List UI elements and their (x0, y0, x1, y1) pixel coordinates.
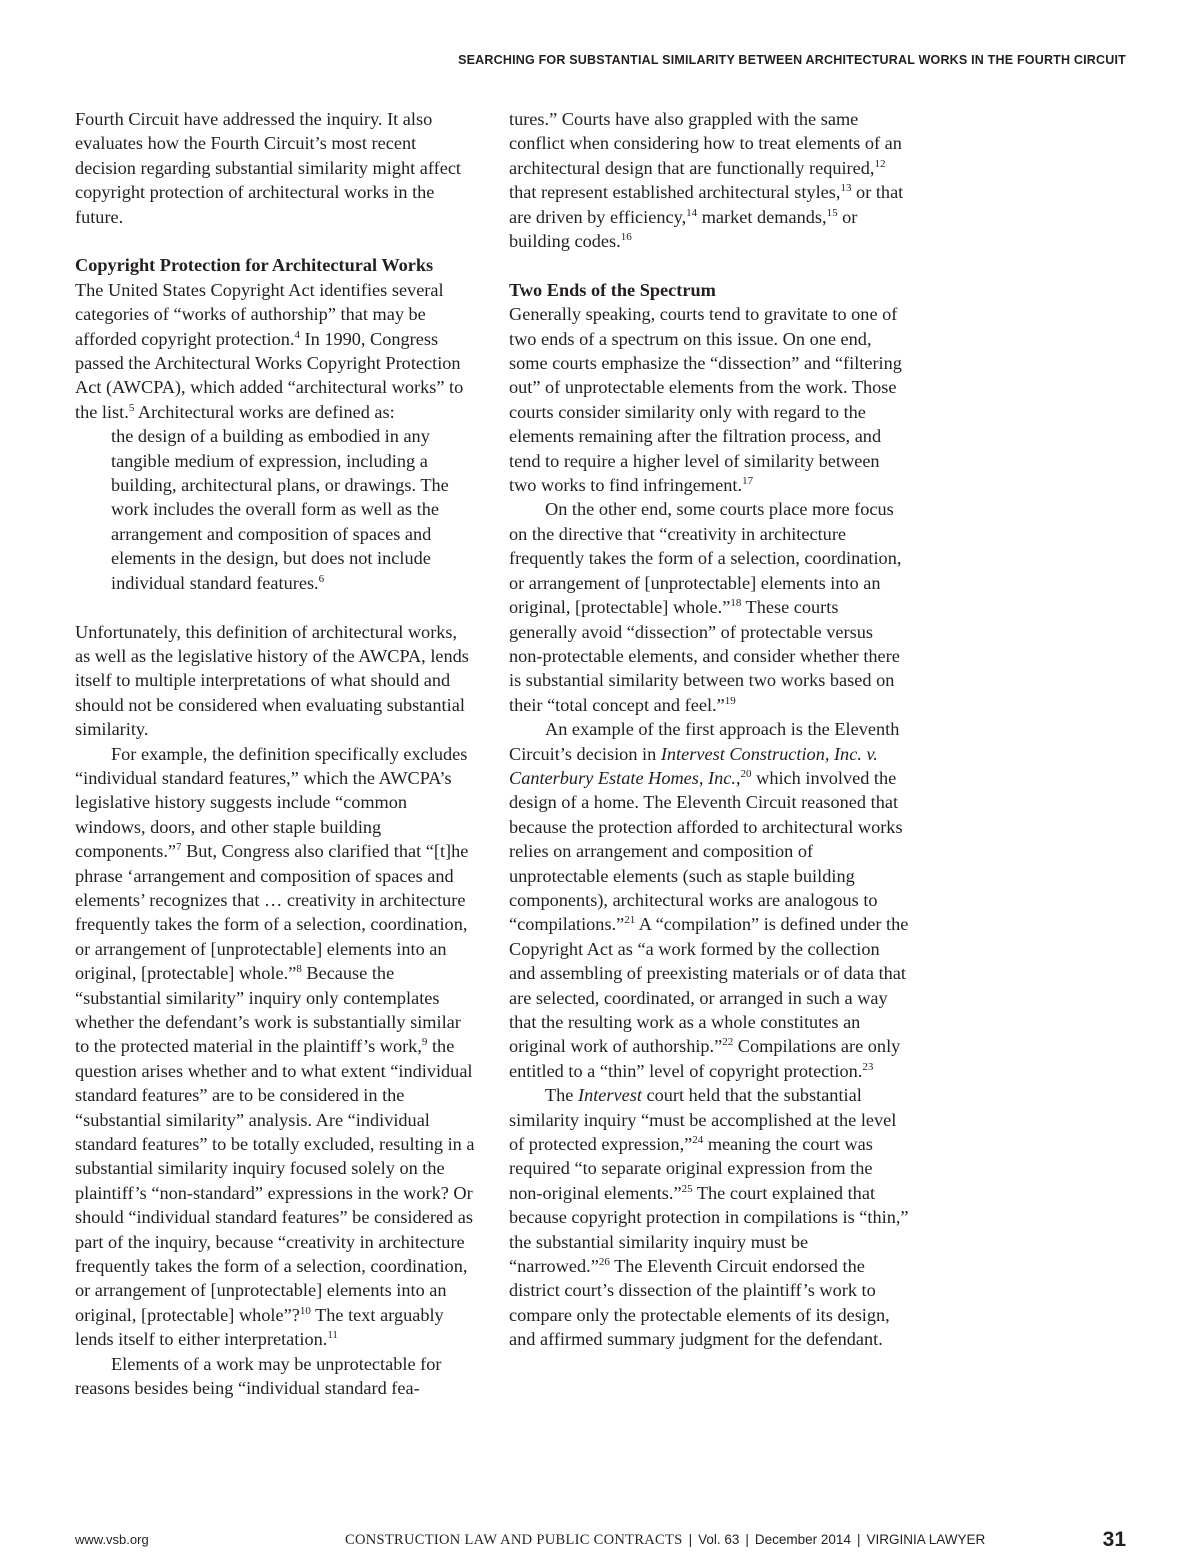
intro-paragraph: Fourth Circuit have addressed the inquiry. It also evaluates how the Fourth Circuit’s most recent decision regarding substantial similarity might affect copyright protection of architectural works in the future. (75, 109, 462, 227)
case-name: Intervest (578, 1085, 642, 1106)
text-run: On the other end, some courts place more focus on the directive that “creativity in architecture frequently takes the form of a selection, coordination, or arrangement of [unprotectable] elements into an original, [protectable] whole.” (509, 499, 902, 618)
text-run: court held that the substantial similarity inquiry “must be accomplished at the level of protected expression,” (509, 1085, 897, 1155)
footnote-ref: 21 (624, 914, 636, 927)
footnote-ref: 11 (327, 1329, 338, 1342)
page-number: 31 (1102, 1528, 1126, 1551)
footnote-ref: 25 (681, 1182, 693, 1195)
text-run: In 1990, Congress passed the Architectural Works Copyright Protection Act (AWCPA), which added “architectural works” to the list. (75, 328, 464, 422)
footnote-ref: 12 (874, 157, 886, 170)
text-run: A “compilation” is defined under the Copyright Act as “a work formed by the collection and assembling of preexisting materials or of data that are selected, coordinated, or arranged in such a way that the resulting work as a whole constitutes an original work of authorship.” (509, 914, 909, 1057)
section-heading-copyright-protection: Copyright Protection for Architectural Works (75, 255, 434, 276)
footnote-ref: 22 (722, 1036, 734, 1049)
interpretation-paragraph: Unfortunately, this definition of architectural works, as well as the legislative history of the AWCPA, lends itself to multiple interpretations of what should and should not be considered when evaluating substantial similarity. (75, 621, 469, 740)
text-run: which involved the design of a home. The Eleventh Circuit reasoned that because the protection afforded to architectural works relies on arrangement and composition of unprotectable elements (such as staple building components), architectural works are analogous to “compilations.” (509, 767, 903, 935)
text-run: tures.” Courts have also grappled with the same conflict when considering how to treat elements of an architectural design that are functionally required, (509, 109, 902, 178)
footnote-ref: 5 (128, 401, 135, 414)
paragraph-gap (509, 253, 909, 277)
text-run: market demands, (697, 206, 827, 227)
website-link[interactable]: www.vsb.org (75, 1532, 149, 1547)
paragraph-gap (75, 595, 475, 619)
right-column (509, 107, 909, 1352)
text-run: For example, the definition specifically excludes “individual standard features,” which the AWCPA’s legislative history suggests include “common windows, doors, and other staple building components.” (75, 743, 468, 862)
text-run: The Eleventh Circuit endorsed the district court’s dissection of the plaintiff’s work to compare only the protectable elements of its design, and affirmed summary judgment for the defendant. (509, 1256, 890, 1350)
separator: | (745, 1532, 749, 1547)
text-run: An example of the first approach is the Eleventh Circuit’s decision in (509, 719, 900, 764)
footnote-ref: 10 (299, 1304, 311, 1317)
footnote-ref: 20 (740, 767, 752, 780)
text-run: Because the “substantial similarity” inquiry only contemplates whether the defendant’s work is substantially similar to the protected material in the plaintiff’s work, (75, 963, 461, 1057)
footnote-ref: 24 (692, 1134, 704, 1147)
page-footer (75, 1530, 1126, 1560)
text-run: , (735, 767, 741, 788)
intervest-holding-paragraph (509, 1083, 909, 1351)
text-run: Architectural works are defined as: (134, 401, 395, 422)
text-run: or that are driven by efficiency, (509, 182, 904, 227)
separator: | (856, 1532, 861, 1547)
text-run: These courts generally avoid “dissection” of protectable versus non-protectable elements, and consider whether there is substantial similarity between two works based on their “total concept and feel.” (509, 597, 900, 715)
intervest-example-paragraph (509, 717, 909, 1083)
text-run: the design of a building as embodied in any tangible medium of expression, including a building, architectural plans, or drawings. The work includes the overall form as well as the arrangement and composition of spaces and elements in the design, but does not include individual standard features. (111, 426, 449, 593)
standard-features-paragraph (75, 742, 475, 1352)
footer-publication-line (345, 1532, 985, 1549)
issue-date: December 2014 (754, 1532, 851, 1547)
text-run: Generally speaking, courts tend to gravitate to one of two ends of a spectrum on this issue. On one end, some courts emphasize the “dissection” and “filtering out” of unprotectable elements from the work. Those courts consider similarity only with regard to the elements remaining after the filtration process, and tend to require a higher level of similarity between two works to find infringement. (509, 304, 902, 496)
definition-blockquote (75, 424, 475, 595)
separator: | (688, 1532, 693, 1547)
text-run: But, Congress also clarified that “[t]he phrase ‘arrangement and composition of spaces and elements’ recognizes that … creativity in architecture frequently takes the form of a selection, coordination, or arrangement of [unprotectable] elements into an original, [protectable] whole.” (75, 841, 469, 984)
volume: Vol. 63 (698, 1532, 740, 1547)
paragraph-gap (75, 229, 475, 253)
text-run: meaning the court was required “to separate original expression from the non-original elements.” (509, 1134, 873, 1203)
continued-paragraph (509, 107, 909, 253)
text-run: The United States Copyright Act identifies several categories of “works of authorship” that may be afforded copyright protection. (75, 279, 444, 349)
text-run: The court explained that because copyright protection in compilations is “thin,” the substantial similarity inquiry must be “narrowed.” (509, 1182, 909, 1277)
footnote-ref: 26 (598, 1256, 610, 1269)
left-column (75, 107, 475, 1401)
footnote-ref: 14 (686, 206, 698, 219)
case-name: Intervest Construction, Inc. v. Canterbury Estate Homes, Inc. (509, 743, 878, 788)
footnote-ref: 17 (742, 475, 754, 488)
text-run: The (545, 1085, 578, 1106)
text-run: the question arises whether and to what extent “individual standard features” are to be considered in the “substantial similarity” analysis. Are “individual standard features” to be totally excluded, resulting in a substantial similarity inquiry focused solely on the plaintiff’s “non-standard” expressions in the work? Or should “individual standard features” be considered as part of the inquiry, because “creativity in architecture frequently takes the form of a selection, coordination, or arrangement of [unprotectable] elements into an original, [protectable] whole”? (75, 1036, 475, 1325)
footnote-ref: 23 (862, 1060, 874, 1073)
footnote-ref: 6 (318, 572, 325, 585)
footnote-ref: 18 (730, 597, 742, 610)
text-run: or building codes. (509, 206, 858, 252)
footnote-ref: 8 (296, 963, 302, 976)
other-end-paragraph (509, 497, 909, 717)
copyright-act-paragraph (75, 278, 475, 424)
publication-title: CONSTRUCTION LAW AND PUBLIC CONTRACTS (345, 1532, 683, 1548)
footnote-ref: 15 (826, 206, 838, 219)
text-run: The text arguably lends itself to either interpretation. (75, 1304, 444, 1350)
spectrum-paragraph (509, 302, 909, 497)
text-run: that represent established architectural styles, (509, 182, 841, 203)
footnote-ref: 19 (724, 694, 736, 707)
footnote-ref: 13 (840, 182, 852, 195)
running-header: SEARCHING FOR SUBSTANTIAL SIMILARITY BETWEEN ARCHITECTURAL WORKS IN THE FOURTH CIRCUIT (458, 53, 1126, 67)
magazine-name: VIRGINIA LAWYER (866, 1532, 986, 1547)
section-heading-two-ends: Two Ends of the Spectrum (509, 279, 716, 300)
elements-paragraph: Elements of a work may be unprotectable for reasons besides being “individual standard fea- (75, 1353, 442, 1399)
text-run: Compilations are only entitled to a “thin” level of copyright protection. (509, 1036, 901, 1081)
footnote-ref: 9 (421, 1036, 428, 1049)
footnote-ref: 7 (176, 841, 182, 854)
footnote-ref: 4 (294, 328, 300, 341)
footnote-ref: 16 (620, 231, 632, 244)
